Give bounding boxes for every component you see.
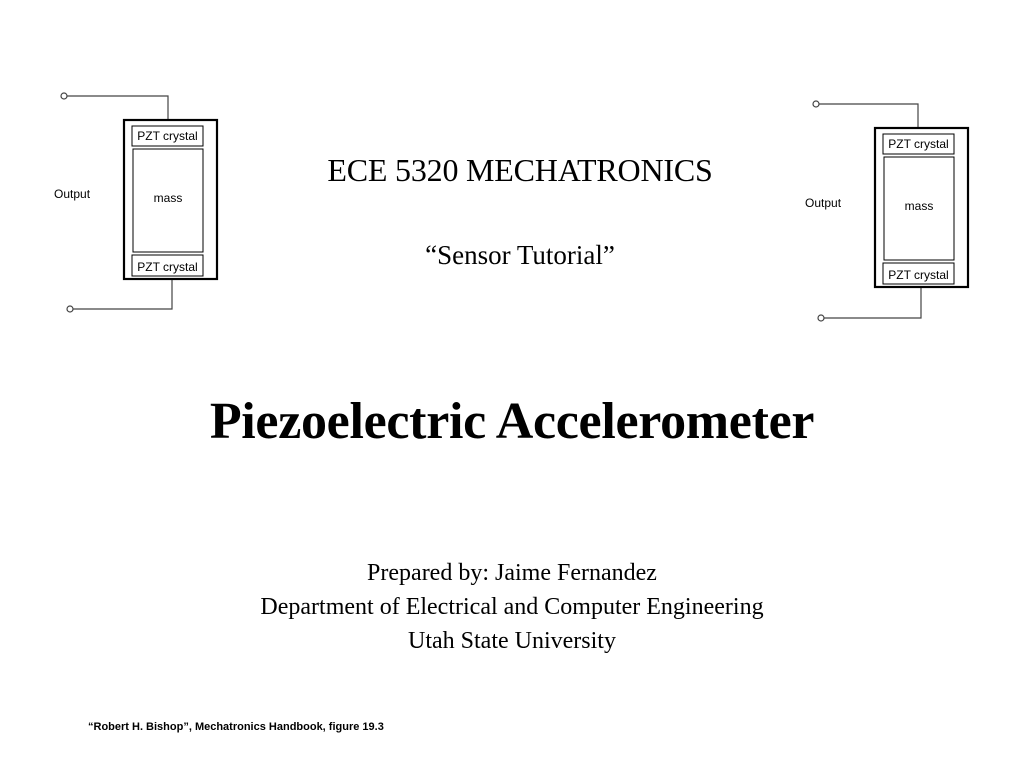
mass-label: mass [904, 199, 934, 213]
pzt-crystal-bottom-label: PZT crystal [137, 260, 198, 274]
university-line: Utah State University [408, 628, 616, 654]
course-title: ECE 5320 MECHATRONICS [327, 152, 713, 188]
accelerometer-diagram-left [40, 82, 240, 322]
subtitle: “Sensor Tutorial” [425, 240, 615, 270]
wire-top [67, 96, 168, 120]
terminal-bottom [818, 315, 824, 321]
wire-bottom [73, 279, 172, 309]
pzt-crystal-bottom-label: PZT crystal [888, 268, 949, 282]
main-title: Piezoelectric Accelerometer [209, 393, 815, 450]
terminal-top [813, 101, 819, 107]
author-line: Prepared by: Jaime Fernandez [367, 560, 657, 586]
pzt-crystal-top-label: PZT crystal [137, 129, 198, 143]
output-label: Output [54, 187, 91, 201]
department-line: Department of Electrical and Computer Engineering [260, 594, 764, 620]
accelerometer-diagram-right [790, 90, 990, 330]
terminal-bottom [67, 306, 73, 312]
wire-top [819, 104, 918, 128]
pzt-crystal-top-label: PZT crystal [888, 137, 949, 151]
mass-label: mass [153, 191, 183, 205]
output-label: Output [805, 196, 842, 210]
figure-citation: “Robert H. Bishop”, Mechatronics Handbook, figure 19.3 [88, 721, 384, 733]
credits-block [0, 556, 1024, 658]
wire-bottom [824, 287, 921, 318]
terminal-top [61, 93, 67, 99]
